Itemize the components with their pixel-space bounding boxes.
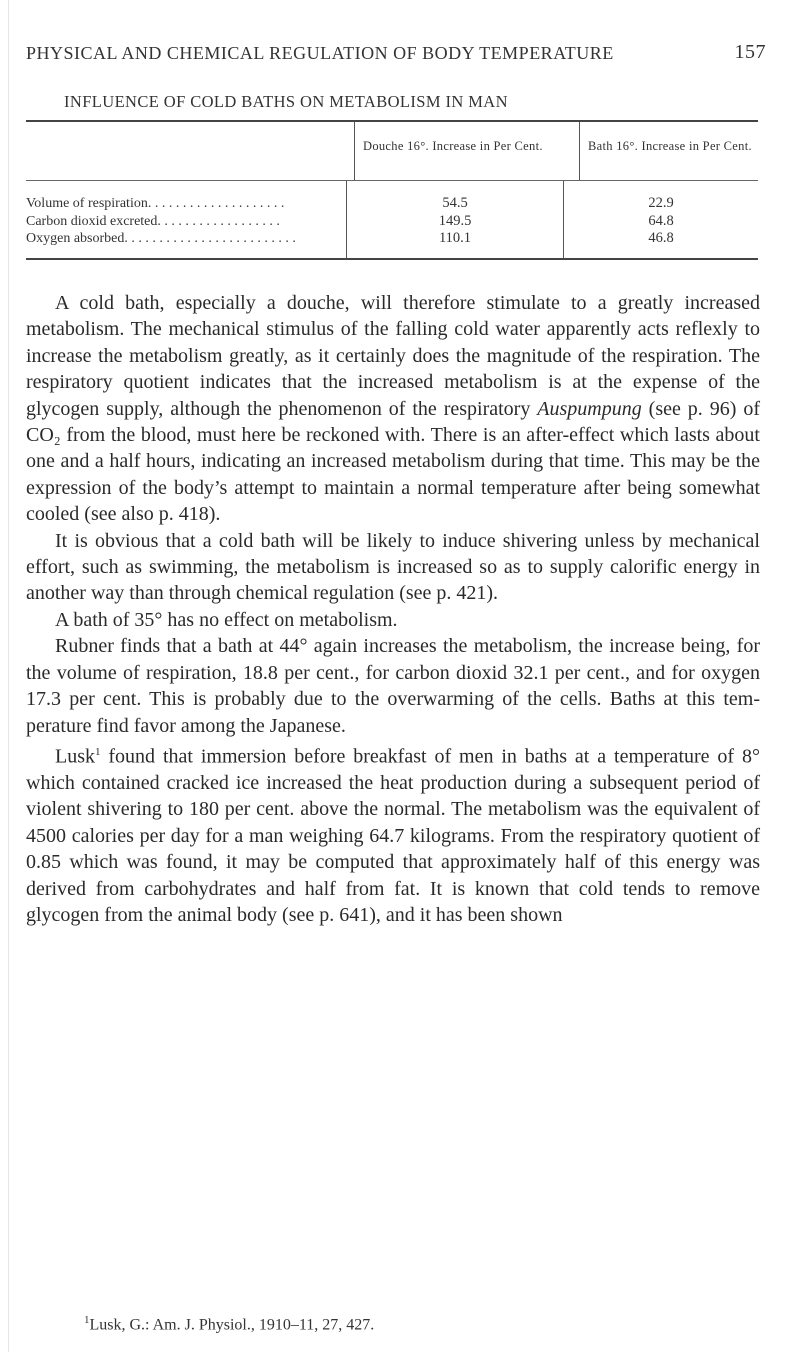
douche-value: 54.5 [347, 181, 564, 213]
table-stub-header [26, 122, 355, 180]
footnote [84, 1314, 374, 1334]
table-row [26, 213, 758, 231]
emphasis-auspumpung: Auspumpung [537, 397, 642, 420]
page-number: 157 [734, 41, 766, 63]
paragraph-lusk: Lusk$^1$ found that immersion before breakfast of men in baths at a temperature of 8° which contained cracked ice increased the heat production during a subsequent period of violent shivering to 180 per cent. above the normal. The metabolism was the equivalent of 4500 calories per day for a man weighing 64.7 kilograms. From the respiratory quotient of 0.85 which was found, it may be computed that approximately half of this energy was derived from carbohydrates and half from fat. It is known that cold tends to remove glycogen from the animal body (see p. 641), and it has been shown [26, 745, 760, 926]
row-label: Volume of respiration. . . . . . . . . . . . . . . . . . . . [26, 181, 347, 213]
page-edge [8, 0, 9, 1352]
table-row [26, 230, 758, 258]
table-row [26, 181, 758, 213]
table-bottom-rule [26, 258, 758, 260]
row-label: Oxygen absorbed. . . . . . . . . . . . . . . . . . . . . . . . . [26, 230, 347, 258]
table-title: INFLUENCE OF COLD BATHS ON METABOLISM IN MAN [64, 92, 508, 111]
footnote-marker: 1 [84, 1314, 90, 1326]
paragraph-shivering: It is obvious that a cold bath will be likely to induce shivering unless by mechanical effort, such as swimming, the metabolism is increased so as to supply calorific energy in another way than through chemical regulation (see p. 421). [26, 529, 760, 605]
bath-value: 46.8 [648, 230, 674, 246]
douche-value: 149.5 [347, 213, 564, 231]
bath-value: 22.9 [648, 195, 674, 211]
douche-value: 110.1 [347, 230, 564, 258]
bath-value: 64.8 [648, 212, 674, 229]
column-header-douche: Douche 16°. Increase in Per Cent. [355, 122, 580, 180]
paragraph-bath-35: A bath of 35° has no effect on metabolism. [55, 608, 398, 631]
metabolism-table [26, 120, 758, 260]
column-header-bath: Bath 16°. Increase in Per Cent. [588, 139, 752, 153]
body-text [26, 290, 760, 928]
running-title: PHYSICAL AND CHEMICAL REGULATION OF BODY TEMPERATURE [26, 43, 614, 63]
paragraph-cold-bath: A cold bath, especially a douche, will therefore stimulate to a greatly increased metabolism. The mechanical stimulus of the falling cold water apparently acts reflexly to increase the metabolism greatly, as it certainly does the magnitude of the respiration. The respiratory quotient indicates that the increased metabolism is at the expense of the glycogen supply, although the phenomenon of the respiratory Auspumpung (see p. 96) of CO₂ from the blood, must here be reckoned with. There is an after-effect which lasts about one and a half hours, indicating an increased metabolism during that time. This may be the expression of the body’s attempt to maintain a normal temperature after being somewhat cooled (see also p. 418). [26, 292, 760, 526]
footnote-reference: 1 [95, 745, 101, 758]
row-label: Carbon dioxid excreted. . . . . . . . . . . . . . . . . . [26, 213, 347, 231]
paragraph-rubner: Rubner finds that a bath at 44° again increases the metabolism, the increase being, for the volume of respiration, 18.8 per cent., for carbon dioxid 32.1 per cent., and for oxygen 17.3 per cent. This is probably due to the overwarming of the cells. Baths at this temperature find favor among the Japanese. [26, 635, 760, 737]
running-header [26, 43, 766, 64]
footnote-text: Lusk, G.: Am. J. Physiol., 1910–11, 27, 427. [89, 1316, 375, 1334]
